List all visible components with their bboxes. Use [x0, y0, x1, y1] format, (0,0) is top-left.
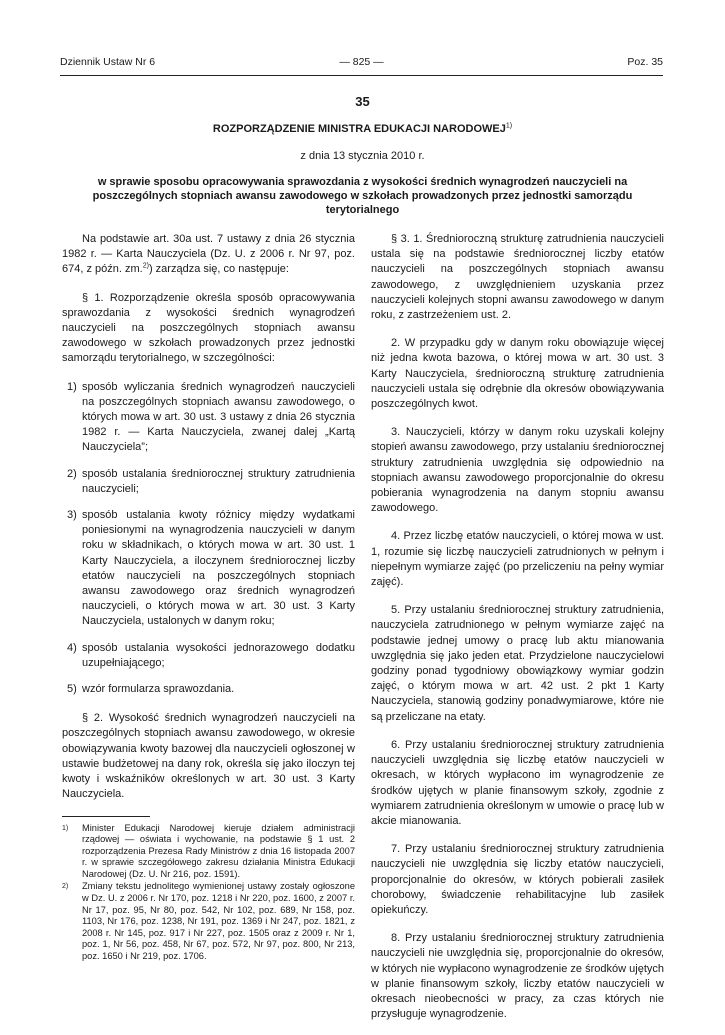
- footnote-text: Minister Edukacji Narodowej kieruje działem administracji rządowej — oświata i wychowanie, na podstawie § 1 ust. 2 rozporządzenia Prezesa Rady Ministrów z dnia 16 listopada 2007 r. w sprawie szczegółowego zakresu działania Ministra Edukacji Narodowej (Dz. U. Nr 216, poz. 1591).: [82, 822, 355, 879]
- page-header: [60, 56, 663, 70]
- list-item: [62, 380, 355, 456]
- footnote-text: Zmiany tekstu jednolitego wymienionej ustawy zostały ogłoszone w Dz. U. z 2006 r. Nr 170, poz. 1218 i Nr 220, poz. 1600, z 2007 r. Nr 17, poz. 95, Nr 80, poz. 542, Nr 102, poz. 689, Nr 158, poz. 1103, Nr 176, poz. 1238, Nr 191, poz. 1369 i Nr 247, poz. 1821, z 2008 r. Nr 145, poz. 917 i Nr 227, poz. 1505 oraz z 2009 r. Nr 1, poz. 1, Nr 56, poz. 458, Nr 67, poz. 572, Nr 97, poz. 800, Nr 213, poz. 1650 i Nr 219, poz. 1706.: [82, 881, 355, 962]
- list-item-number: 4): [67, 641, 77, 654]
- section-3-paragraph: § 3. 1. Średnioroczną strukturę zatrudnienia nauczycieli ustala się na podstawie średniorocznej liczby etatów nauczycieli na poszczególnych stopniach awansu zawodowego, z uwzględnieniem uzyskania przez nauczycieli kolejnych stopni awansu zawodowego w danym roku, z zastrzeżeniem ust. 2.: [371, 233, 664, 322]
- list-item: [62, 467, 355, 497]
- footnote: [62, 823, 355, 881]
- footnote-divider: [62, 816, 150, 817]
- position-number: Poz. 35: [627, 56, 663, 68]
- list-item-number: 2): [67, 467, 77, 480]
- document-subject: w sprawie sposobu opracowywania sprawozdania z wysokości średnich wynagrodzeń nauczycieli na poszczególnych stopniach awansu zawodowego w szkołach prowadzonych przez jednostki samorządu terytorialnego: [92, 176, 633, 216]
- list-item-number: 1): [67, 380, 77, 393]
- section-3-paragraph: 8. Przy ustalaniu średniorocznej struktury zatrudnienia nauczycieli nie uwzględnia się, proporcjonalnie do okresów, w których nie wypłacono wynagrodzenie ze środków ujętych w planie finansowym szkoły, liczby etatów nauczycieli w okresach nieobecności w pracy, za czas których nie przysługuje wynagrodzenie.: [371, 932, 664, 1021]
- intro-paragraph: [62, 232, 355, 278]
- title-footnote-marker: 1): [505, 122, 513, 130]
- document-title-text: ROZPORZĄDZENIE MINISTRA EDUKACJI NARODOWEJ: [212, 123, 506, 135]
- footnote: [62, 881, 355, 962]
- list-item: [62, 682, 355, 697]
- section-3-paragraph: 2. W przypadku gdy w danym roku obowiązuje więcej niż jedna kwota bazowa, o której mowa w art. 30 ust. 3 Karty Nauczyciela, średnioroczną strukturę zatrudnienia nauczycieli ustala się odrębnie dla okresów obowiązywania poszczególnych kwot.: [371, 337, 664, 411]
- list-item-number: 5): [67, 683, 77, 696]
- journal-name: Dziennik Ustaw Nr 6: [60, 56, 156, 68]
- list-item-text: sposób ustalania średniorocznej struktury zatrudnienia nauczycieli;: [82, 467, 355, 495]
- section-2-paragraph: § 2. Wysokość średnich wynagrodzeń nauczycieli na poszczególnych stopniach awansu zawodowego, w okresie obowiązywania kwoty bazowej dla nauczycieli ogłoszonej w ustawie budżetowej na dany rok, określa się jako iloczyn tej kwoty i wskaźników określonych w art. 30 ust. 3 Karty Nauczyciela.: [62, 712, 355, 801]
- list-item-text: sposób wyliczania średnich wynagrodzeń nauczycieli na poszczególnych stopniach awansu zawodowego, o których mowa w art. 30 ust. 3 ustawy z dnia 26 stycznia 1982 r. — Karta Nauczyciela, zwanej dalej „Kartą Nauczyciela”;: [82, 380, 355, 454]
- right-column: [371, 232, 664, 1035]
- footnote-marker: 1): [62, 824, 69, 832]
- page-number: — 825 —: [339, 56, 384, 68]
- list-item-text: wzór formularza sprawozdania.: [82, 683, 235, 696]
- header-divider: [60, 75, 663, 76]
- section-3-paragraph: 3. Nauczycieli, którzy w danym roku uzyskali kolejny stopień awansu zawodowego, przy ustalaniu średniorocznej struktury zatrudnienia uwzględnia się odpowiednio na stopniach awansu zawodowego proporcjonalnie do okresu pobierania wynagrodzenia na danym stopniu awansu zawodowego.: [371, 426, 664, 515]
- document-date: z dnia 13 stycznia 2010 r.: [300, 150, 425, 162]
- section-3-paragraph: 4. Przez liczbę etatów nauczycieli, o której mowa w ust. 1, rozumie się liczbę nauczycieli zatrudnionych w pełnym i niepełnym wymiarze zajęć (po przeliczeniu na pełny wymiar zajęć).: [371, 530, 664, 589]
- list-item-text: sposób ustalania kwoty różnicy między wydatkami poniesionymi na wynagrodzenia nauczycieli w danym roku w składnikach, o których mowa w art. 30 ust. 1 Karty Nauczyciela, a iloczynem średniorocznej liczby etatów nauczycieli na poszczególnych stopniach awansu zawodowego oraz średnich wynagrodzeń nauczycieli, o których mowa w art. 30 ust. 3 Karty Nauczyciela, ustalonych w danym roku;: [82, 509, 355, 628]
- list-item-number: 3): [67, 509, 77, 522]
- intro-text-b: ) zarządza się, co następuje:: [148, 263, 289, 276]
- section-3-paragraph: 7. Przy ustalaniu średniorocznej struktury zatrudnienia nauczycieli nie uwzględnia się liczby etatów nauczycieli, proporcjonalnie do okresów, w których pobierali zasiłek chorobowy, świadczenie rehabilitacyjne lub zasiłek opiekuńczy.: [371, 843, 664, 916]
- document-number: 35: [355, 94, 370, 109]
- list-item-text: sposób ustalania wysokości jednorazowego dodatku uzupełniającego;: [82, 641, 355, 669]
- list-item: [62, 508, 355, 630]
- intro-text-a: Na podstawie art. 30a ust. 7 ustawy z dnia 26 stycznia 1982 r. — Karta Nauczyciela (Dz. U. z 2006 r. Nr 97, poz. 674, z późn. zm.: [62, 233, 355, 276]
- list-item: [62, 641, 355, 671]
- document-title: [0, 123, 725, 135]
- intro-footnote-marker: 2): [142, 262, 149, 270]
- footnote-marker: 2): [62, 883, 69, 891]
- left-column: [62, 232, 355, 964]
- section-3-paragraph: 5. Przy ustalaniu średniorocznej struktury zatrudnienia, nauczyciela zatrudnionego w pełnym wymiarze zajęć na podstawie jednej umowy o pracę lub aktu mianowania uwzględnia się jako jeden etat. Przydzielone nauczycielowi godziny ponad tygodniowy obowiązkowy wymiar godzin zajęć, o którym mowa w art. 42 ust. 2 pkt 1 Karty Nauczyciela, stanowią godziny ponadwymiarowe, które nie są przeliczane na etaty.: [371, 604, 664, 723]
- section-3-paragraph: 6. Przy ustalaniu średniorocznej struktury zatrudnienia nauczycieli uwzględnia się liczbę etatów nauczycieli w okresach, w których wypłacono im wynagrodzenie ze środków ujętych w planie finansowym szkoły, zgodnie z wymiarem zatrudnienia określonym w umowie o pracę lub w akcie mianowania.: [371, 738, 664, 827]
- section-1-paragraph: § 1. Rozporządzenie określa sposób opracowywania sprawozdania z wysokości średnich wynagrodzeń nauczycieli na poszczególnych stopniach awansu zawodowego w szkołach prowadzonych przez jednostki samorządu terytorialnego, w szczególności:: [62, 291, 355, 365]
